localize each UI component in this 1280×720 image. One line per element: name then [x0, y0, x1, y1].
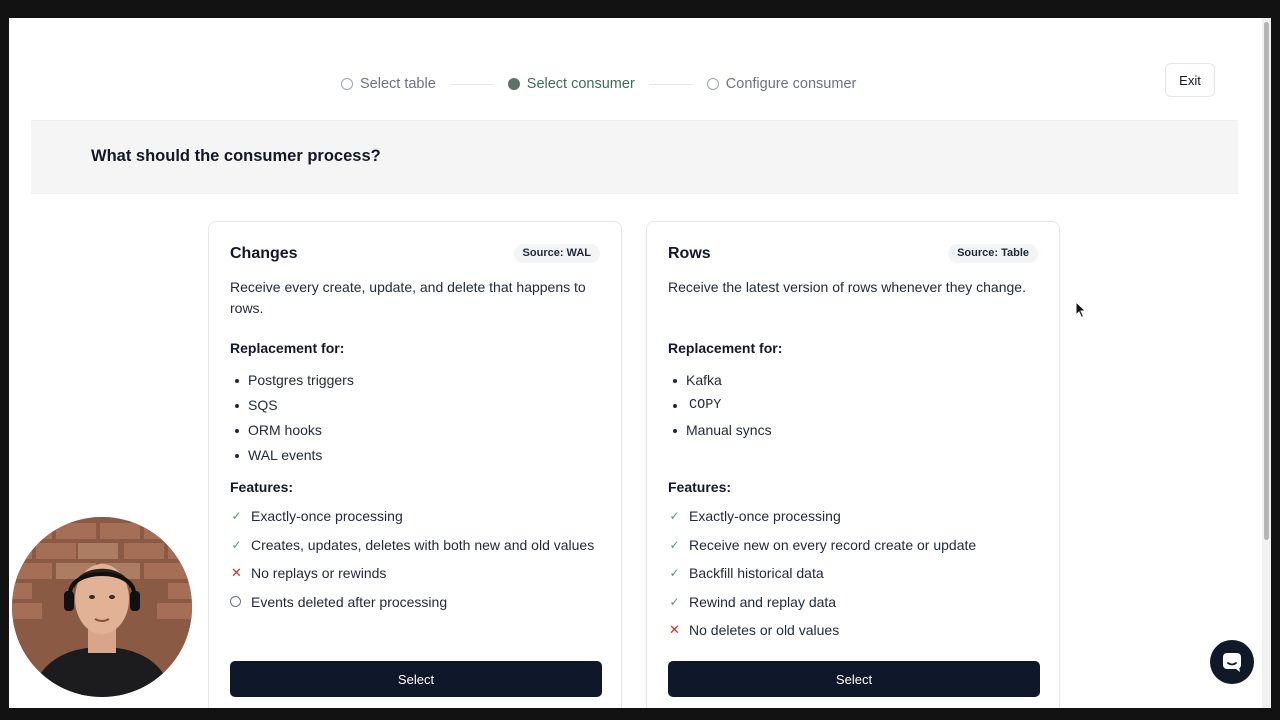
check-icon: ✓	[669, 594, 680, 609]
step-circle-active-icon	[508, 78, 520, 90]
x-icon: ✕	[669, 622, 680, 637]
step-connector	[649, 84, 693, 85]
select-rows-button[interactable]: Select	[668, 661, 1040, 697]
check-icon: ✓	[669, 509, 680, 523]
feature-text: No deletes or old values	[689, 622, 840, 638]
step-select-consumer[interactable]	[508, 76, 635, 92]
replacement-label: Replacement for:	[230, 340, 345, 356]
progress-stepper	[341, 72, 856, 96]
list-item: Postgres triggers	[230, 368, 354, 393]
features-list	[230, 506, 602, 620]
presenter-video-image	[12, 517, 192, 697]
chat-icon	[1221, 651, 1243, 673]
step-configure-consumer[interactable]	[707, 76, 857, 92]
step-circle-icon	[707, 78, 719, 90]
step-label: Select table	[360, 76, 436, 92]
check-icon: ✓	[669, 537, 680, 552]
chat-launcher-button[interactable]	[1210, 640, 1254, 684]
card-description: Receive the latest version of rows whenever they change.	[668, 279, 1026, 295]
question-bar	[31, 120, 1238, 194]
feature-text: Creates, updates, deletes with both new and old values	[251, 536, 595, 553]
features-label: Features:	[230, 479, 294, 495]
feature-item	[230, 592, 602, 613]
step-label: Configure consumer	[725, 76, 857, 92]
replacement-label: Replacement for:	[668, 340, 783, 356]
feature-text: Exactly-once processing	[251, 508, 403, 524]
replacement-list	[230, 368, 354, 468]
card-description: Receive every create, update, and delete that happens to rows.	[230, 279, 586, 316]
feature-item	[668, 620, 1040, 641]
scrollbar-thumb[interactable]	[1264, 22, 1269, 540]
list-item: SQS	[230, 393, 354, 418]
card-title: Rows	[668, 245, 711, 262]
list-item: Kafka	[668, 368, 772, 393]
step-label: Select consumer	[526, 76, 635, 92]
mouse-cursor-icon	[1075, 301, 1087, 319]
check-icon: ✓	[231, 509, 242, 523]
check-icon: ✓	[669, 566, 680, 580]
feature-text: Backfill historical data	[689, 565, 824, 581]
feature-text: No replays or rewinds	[251, 565, 387, 581]
feature-item	[230, 506, 602, 527]
feature-item	[230, 535, 602, 556]
exit-button[interactable]: Exit	[1165, 63, 1215, 97]
feature-item	[668, 506, 1040, 527]
feature-item	[668, 563, 1040, 584]
x-icon: ✕	[231, 565, 242, 580]
features-label: Features:	[668, 479, 732, 495]
select-changes-button[interactable]: Select	[230, 661, 602, 697]
vertical-scrollbar[interactable]	[1262, 18, 1271, 708]
list-item: ORM hooks	[230, 418, 354, 443]
app-window	[9, 18, 1271, 708]
feature-text: Rewind and replay data	[689, 593, 837, 610]
list-item-code: COPY	[668, 393, 772, 418]
feature-item	[668, 592, 1040, 613]
step-circle-icon	[341, 78, 353, 90]
step-select-table[interactable]	[341, 76, 436, 92]
list-item: WAL events	[230, 443, 354, 468]
features-list	[668, 506, 1040, 649]
feature-item	[230, 563, 602, 584]
option-card-changes	[208, 221, 622, 708]
feature-item	[668, 535, 1040, 556]
feature-text: Events deleted after processing	[251, 593, 448, 610]
source-badge: Source: WAL	[514, 244, 600, 263]
feature-text: Exactly-once processing	[689, 508, 841, 524]
replacement-list	[668, 368, 772, 443]
step-connector	[450, 84, 494, 85]
page-title: What should the consumer process?	[91, 147, 381, 165]
card-title: Changes	[230, 245, 298, 262]
circle-icon	[230, 596, 241, 607]
webcam-avatar	[12, 517, 192, 697]
check-icon: ✓	[231, 537, 242, 552]
list-item: Manual syncs	[668, 418, 772, 443]
feature-text: Receive new on every record create or update	[689, 536, 977, 553]
option-card-rows	[646, 221, 1060, 708]
source-badge: Source: Table	[948, 244, 1038, 263]
